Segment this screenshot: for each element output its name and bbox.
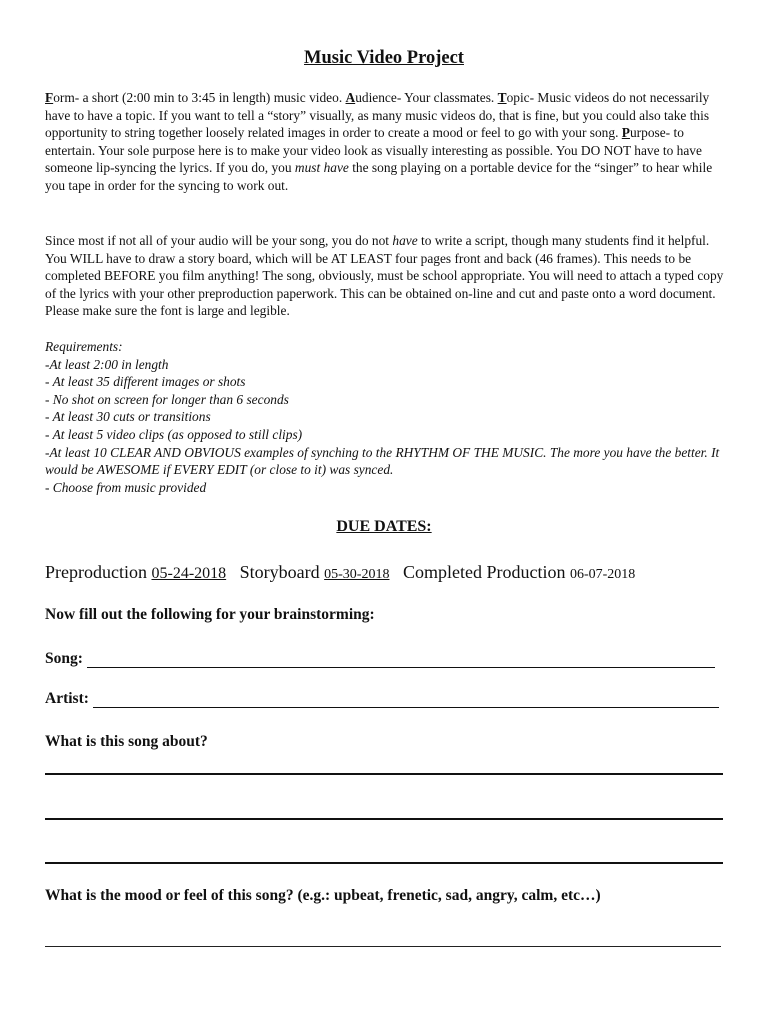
have-emphasis: have	[392, 233, 418, 248]
song-about-question: What is this song about?	[45, 733, 208, 750]
due-dates-row	[45, 562, 745, 583]
page-title: Music Video Project	[304, 48, 464, 68]
answer-line-2[interactable]	[45, 818, 723, 820]
form-text: orm- a short (2:00 min to 3:45 in length) music video.	[53, 90, 346, 105]
intro-end-text: the song playing on a portable device for the “singer” to hear while you tape in order for the syncing to work out.	[45, 160, 713, 193]
artist-blank-line[interactable]	[93, 692, 719, 708]
audience-text: udience- Your classmates.	[355, 90, 498, 105]
song-label: Song:	[45, 650, 83, 667]
storyboard-date: 05-30-2018	[324, 567, 390, 582]
audio-paragraph	[45, 232, 725, 320]
requirement-item: - At least 30 cuts or transitions	[45, 409, 211, 425]
answer-line-3[interactable]	[45, 862, 723, 864]
storyboard-label: Storyboard	[239, 562, 320, 582]
preproduction-label: Preproduction	[45, 562, 147, 582]
must-have-emphasis: must have	[294, 160, 349, 176]
audio-end-text: to write a script, though many students find it helpful. You WILL have to draw a story board, which will be AT LEAST four pages front and back (46 frames). This needs to be completed BEFORE you film anything! The song, obviously, must be school appropriate. You will need to attach a typed copy of the lyrics with your other preproduction paperwork. This can be obtained on-line and cut and paste onto a word document. Please make sure the font is large and legible.	[45, 233, 724, 319]
requirement-item: - At least 5 video clips (as opposed to still clips)	[45, 426, 303, 442]
artist-field-row	[45, 690, 719, 708]
song-field-row	[45, 650, 715, 668]
requirement-item: - Choose from music provided	[45, 479, 207, 495]
requirement-item: - At least 35 different images or shots	[45, 374, 246, 390]
answer-line-1[interactable]	[45, 773, 723, 775]
song-blank-line[interactable]	[87, 652, 715, 668]
audio-start-text: Since most if not all of your audio will be your song, you do not	[45, 233, 393, 248]
requirement-item: - No shot on screen for longer than 6 seconds	[45, 391, 289, 407]
requirements-heading: Requirements:	[45, 339, 123, 354]
artist-label: Artist:	[45, 690, 89, 707]
requirements-list	[45, 338, 725, 496]
mood-answer-line[interactable]	[45, 946, 721, 947]
purpose-initial: P	[621, 125, 630, 141]
completed-production-label: Completed Production	[402, 562, 566, 582]
brainstorm-intro: Now fill out the following for your brainstorming:	[45, 606, 375, 623]
topic-initial: T	[497, 90, 507, 105]
intro-paragraph	[45, 89, 725, 195]
mood-question: What is the mood or feel of this song? (e.g.: upbeat, frenetic, sad, angry, calm, etc…)	[45, 887, 601, 904]
due-dates-heading: DUE DATES:	[336, 518, 432, 535]
form-initial: F	[45, 90, 54, 105]
audience-initial: A	[345, 90, 356, 105]
topic-text: opic- Music videos do not necessarily have to have a topic. If you want to tell a “story” visually, as many music videos do, that is fine, but you could also take this opportunity to string together loosely related images in order to create a mood or feel to go with your song.	[45, 90, 710, 141]
completed-production-date: 06-07-2018	[569, 567, 636, 582]
purpose-text: urpose- to entertain. Your sole purpose here is to make your video look as visually interesting as possible. You DO NOT have to have someone lip-syncing the lyrics. If you do, you	[45, 125, 702, 176]
requirement-item: -At least 10 CLEAR AND OBVIOUS examples of synching to the RHYTHM OF THE MUSIC. The more you have the better. It would be AWESOME if EVERY EDIT (or close to it) was synced.	[45, 444, 720, 478]
preproduction-date: 05-24-2018	[151, 565, 227, 582]
requirement-item: -At least 2:00 in length	[45, 356, 169, 372]
